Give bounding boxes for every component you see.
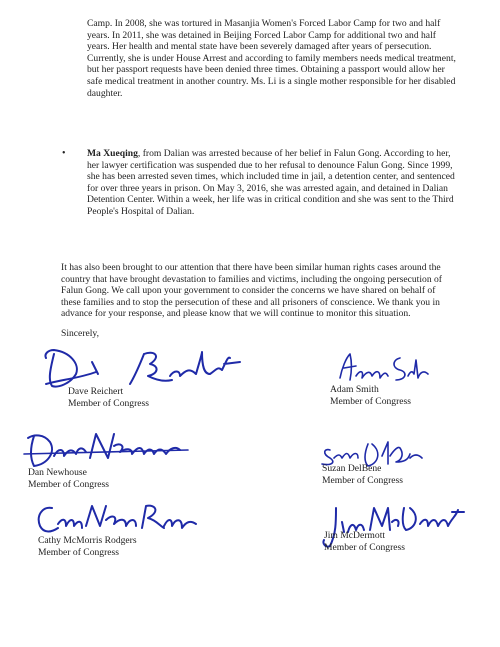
signatory-title: Member of Congress [322,475,403,486]
signature-block-rodgers [30,498,220,570]
signature-block-smith [320,348,500,420]
signatory-name: Dave Reichert [68,386,124,397]
signature-newhouse [20,428,190,470]
signature-block-reichert [40,340,230,412]
signatory-title: Member of Congress [330,396,411,407]
signatory-name: Cathy McMorris Rodgers [38,535,137,546]
paragraph-call-to-action: It has also been brought to our attention that there have been similar human rights cases around the country that have brought devastation to families and victims, including the ongoing persecution of Falun Gong. We call upon your government to consider the concerns we have shared on behalf of these families and to stop the persecution of these and all prisoners of conscience. We thank you in advance for your response, and please know that we will continue to monitor this situation. [61,262,443,320]
signatory-name: Dan Newhouse [28,467,87,478]
signature-block-newhouse [20,428,210,500]
bullet-name: Ma Xueqing [87,148,138,159]
signatory-name: Adam Smith [330,384,379,395]
signatory-name: Suzan DelBene [322,463,382,474]
bullet-text: , from Dalian was arrested because of her belief in Falun Gong. According to her, her lawyer certification was suspended due to her refusal to denounce Falun Gong. Since 1999, she has been arrested seven times, which included time in jail, a detention center, and sentenced for over three years in prison. On May 3, 2016, she was arrested again, and detained in Dalian Detention Center. Within a week, her life was in critical condition and she was sent to the Third People's Hospital of Dalian. [87,148,455,217]
signatory-title: Member of Congress [38,547,119,558]
signature-block-mcdermott [316,500,500,572]
signatory-title: Member of Congress [28,479,109,490]
closing: Sincerely, [61,328,100,339]
signatory-title: Member of Congress [324,542,405,553]
bullet-paragraph [87,148,457,218]
signatory-name: Jim McDermott [324,530,386,541]
signatory-title: Member of Congress [68,398,149,409]
paragraph-li-case: Camp. In 2008, she was tortured in Masanjia Women's Forced Labor Camp for two and half years. In 2011, she was detained in Beijing Forced Labor Camp for additional two and half years. Her health and mental state have been severely damaged after years of persecution. Currently, she is under House Arrest and according to family members needs medical treatment, but her passport requests have been denied three times. Obtaining a passport would allow her safe medical treatment in another country. Ms. Li is a single mother responsible for her disabled daughter. [87,18,456,99]
bullet-dot: • [62,148,66,159]
signature-block-delbene [310,436,500,508]
